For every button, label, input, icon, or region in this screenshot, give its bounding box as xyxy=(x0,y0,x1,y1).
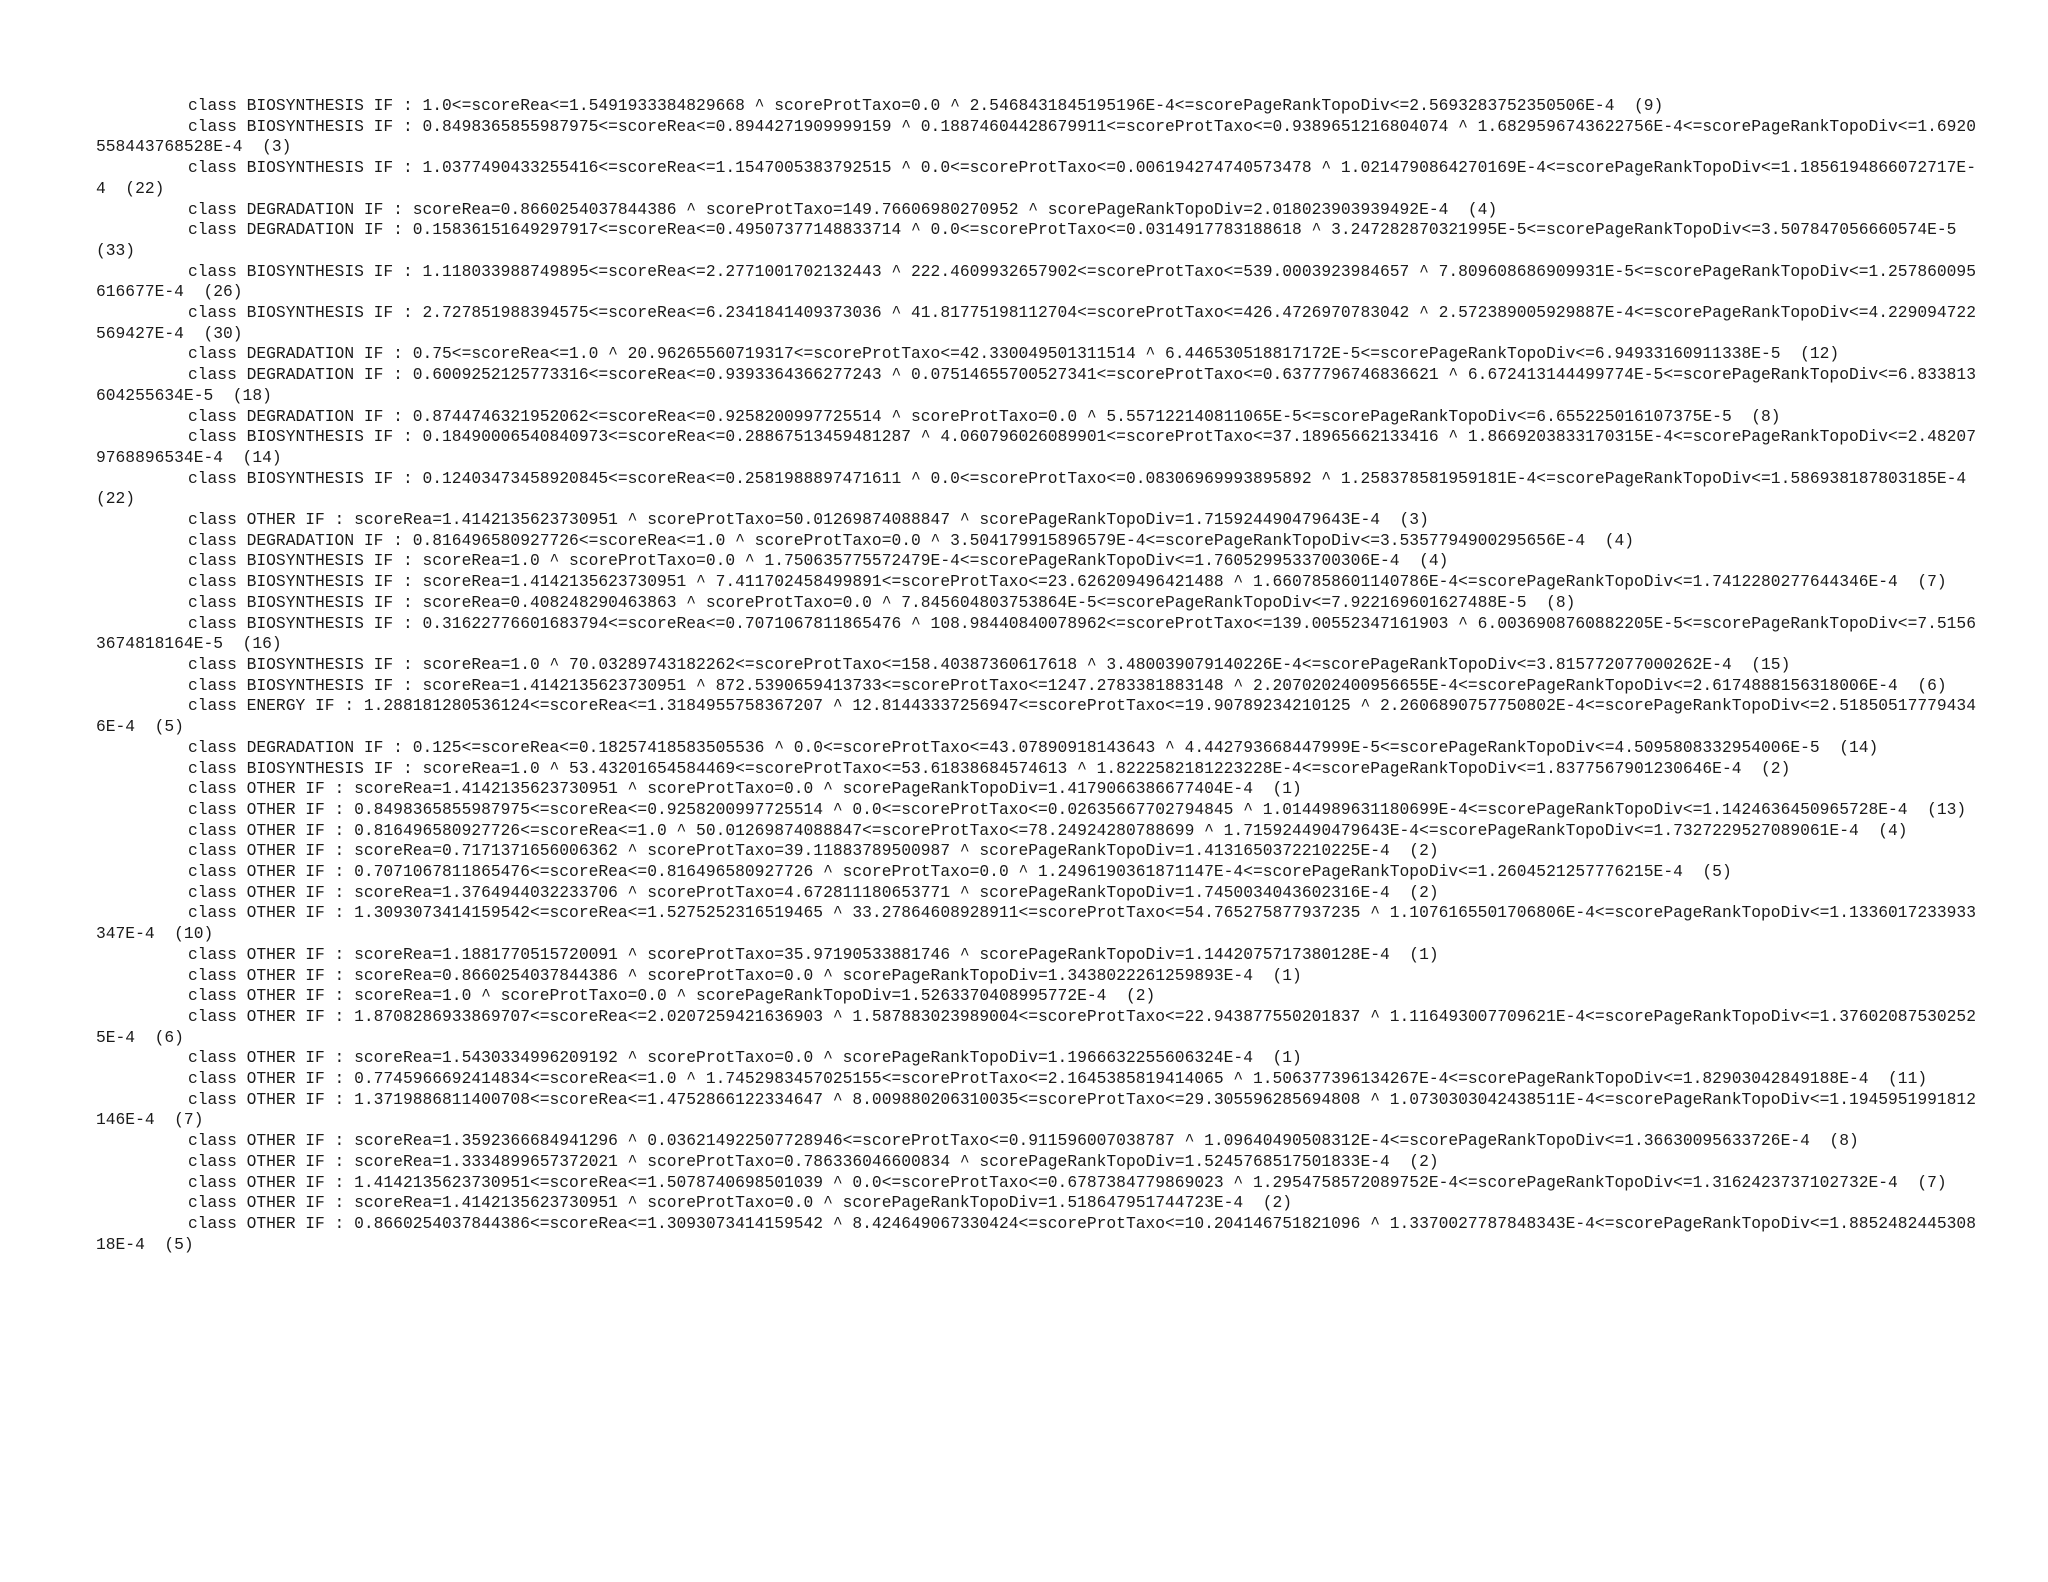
rule-line: class DEGRADATION IF : scoreRea=0.8660254037844386 ^ scoreProtTaxo=149.76606980270952 ^ scorePageRankTopoDiv=2.018023903939492E-4 (4) xyxy=(188,199,1498,219)
rule-line: class OTHER IF : scoreRea=0.8660254037844386 ^ scoreProtTaxo=0.0 ^ scorePageRankTopoDiv=1.3438022261259893E-4 (1) xyxy=(188,965,1302,985)
rule-line: class OTHER IF : scoreRea=1.4142135623730951 ^ scoreProtTaxo=50.01269874088847 ^ scorePageRankTopoDiv=1.715924490479643E-4 (3) xyxy=(188,510,1429,530)
rule-line: class OTHER IF : 0.8660254037844386<=scoreRea<=1.3093073414159542 ^ 8.424649067330424<=scoreProtTaxo<=10.204146751821096 ^ 1.3370027787848343E-4<=scorePageRankTopoDiv<=1.885248244530818E-4 (5) xyxy=(96,1213,1976,1254)
rule-line: class BIOSYNTHESIS IF : 0.12403473458920845<=scoreRea<=0.2581988897471611 ^ 0.0<=scoreProtTaxo<=0.08306969993895892 ^ 1.258378581959181E-4<=scorePageRankTopoDiv<=1.586938187803185E-4 (22) xyxy=(96,468,1986,509)
rule-line: class BIOSYNTHESIS IF : 0.8498365855987975<=scoreRea<=0.8944271909999159 ^ 0.18874604428679911<=scoreProtTaxo<=0.9389651216804074 ^ 1.6829596743622756E-4<=scorePageRankTopoDiv<=1.6920558443768528E-4 (3) xyxy=(96,116,1976,157)
rule-line: class BIOSYNTHESIS IF : scoreRea=1.4142135623730951 ^ 872.5390659413733<=scoreProtTaxo<=1247.2783381883148 ^ 2.2070202400956655E-4<=scorePageRankTopoDiv<=2.6174888156318006E-4 (6) xyxy=(188,675,1947,695)
rule-line: class DEGRADATION IF : 0.125<=scoreRea<=0.18257418583505536 ^ 0.0<=scoreProtTaxo<=43.07890918143643 ^ 4.442793668447999E-5<=scorePageRankTopoDiv<=4.5095808332954006E-5 (14) xyxy=(188,737,1879,757)
rule-line: class DEGRADATION IF : 0.75<=scoreRea<=1.0 ^ 20.96265560719317<=scoreProtTaxo<=42.330049501311514 ^ 6.446530518817172E-5<=scorePageRankTopoDiv<=6.94933160911338E-5 (12) xyxy=(188,344,1840,364)
rule-line: class BIOSYNTHESIS IF : scoreRea=0.408248290463863 ^ scoreProtTaxo=0.0 ^ 7.845604803753864E-5<=scorePageRankTopoDiv<=7.922169601627488E-5 (8) xyxy=(188,592,1576,612)
rule-line: class DEGRADATION IF : 0.15836151649297917<=scoreRea<=0.49507377148833714 ^ 0.0<=scoreProtTaxo<=0.0314917783188618 ^ 3.247282870321995E-5<=scorePageRankTopoDiv<=3.507847056660574E-5 (33) xyxy=(96,220,1976,260)
rule-line: class OTHER IF : 1.3093073414159542<=scoreRea<=1.5275252316519465 ^ 33.27864608928911<=scoreProtTaxo<=54.765275877937235 ^ 1.1076165501706806E-4<=scorePageRankTopoDiv<=1.1336017233933347E-4 (10) xyxy=(96,903,1976,944)
rule-line: class OTHER IF : scoreRea=1.3592366684941296 ^ 0.036214922507728946<=scoreProtTaxo<=0.911596007038787 ^ 1.09640490508312E-4<=scorePageRankTopoDiv<=1.36630095633726E-4 (8) xyxy=(188,1131,1859,1151)
rule-line: class OTHER IF : 0.7071067811865476<=scoreRea<=0.816496580927726 ^ scoreProtTaxo=0.0 ^ 1.2496190361871147E-4<=scorePageRankTopoDiv<=1.2604521257776215E-4 (5) xyxy=(188,862,1732,882)
rule-line: class DEGRADATION IF : 0.6009252125773316<=scoreRea<=0.9393364366277243 ^ 0.07514655700527341<=scoreProtTaxo<=0.6377796746836621 ^ 6.672413144499774E-5<=scorePageRankTopoDiv<=6.833813604255634E-5 (18) xyxy=(96,365,1976,405)
rule-line: class OTHER IF : scoreRea=1.5430334996209192 ^ scoreProtTaxo=0.0 ^ scorePageRankTopoDiv=1.1966632255606324E-4 (1) xyxy=(188,1048,1302,1068)
rule-line: class BIOSYNTHESIS IF : 1.0<=scoreRea<=1.5491933384829668 ^ scoreProtTaxo=0.0 ^ 2.5468431845195196E-4<=scorePageRankTopoDiv<=2.5693283752350506E-4 (9) xyxy=(188,96,1664,115)
rule-line: class DEGRADATION IF : 0.816496580927726<=scoreRea<=1.0 ^ scoreProtTaxo=0.0 ^ 3.504179915896579E-4<=scorePageRankTopoDiv<=3.5357794900295656E-4 (4) xyxy=(188,530,1635,550)
rule-line: class BIOSYNTHESIS IF : 1.0377490433255416<=scoreRea<=1.1547005383792515 ^ 0.0<=scoreProtTaxo<=0.006194274740573478 ^ 1.0214790864270169E-4<=scorePageRankTopoDiv<=1.1856194866072717E-4 (22) xyxy=(96,158,1976,198)
rule-line: class DEGRADATION IF : 0.8744746321952062<=scoreRea<=0.9258200997725514 ^ scoreProtTaxo=0.0 ^ 5.557122140811065E-5<=scorePageRankTopoDiv<=6.655225016107375E-5 (8) xyxy=(188,406,1781,426)
rule-line: class BIOSYNTHESIS IF : 1.118033988749895<=scoreRea<=2.2771001702132443 ^ 222.4609932657902<=scoreProtTaxo<=539.0003923984657 ^ 7.809608686909931E-5<=scorePageRankTopoDiv<=1.257860095616677E-4 (26) xyxy=(96,261,1976,302)
rules-document xyxy=(96,96,1986,1255)
rule-line: class BIOSYNTHESIS IF : 2.727851988394575<=scoreRea<=6.2341841409373036 ^ 41.81775198112704<=scoreProtTaxo<=426.4726970783042 ^ 2.572389005929887E-4<=scorePageRankTopoDiv<=4.229094722569427E-4 (30) xyxy=(96,303,1976,343)
rule-line: class BIOSYNTHESIS IF : scoreRea=1.0 ^ 53.43201654584469<=scoreProtTaxo<=53.61838684574613 ^ 1.8222582181223228E-4<=scorePageRankTopoDiv<=1.8377567901230646E-4 (2) xyxy=(188,758,1791,778)
rule-line: class BIOSYNTHESIS IF : scoreRea=1.4142135623730951 ^ 7.411702458499891<=scoreProtTaxo<=23.626209496421488 ^ 1.6607858601140786E-4<=scorePageRankTopoDiv<=1.7412280277644346E-4 (7) xyxy=(188,572,1947,592)
rule-line: class OTHER IF : scoreRea=1.4142135623730951 ^ scoreProtTaxo=0.0 ^ scorePageRankTopoDiv=1.4179066386677404E-4 (1) xyxy=(188,779,1302,799)
rule-line: class OTHER IF : 0.816496580927726<=scoreRea<=1.0 ^ 50.01269874088847<=scoreProtTaxo<=78.24924280788699 ^ 1.715924490479643E-4<=scorePageRankTopoDiv<=1.7327229527089061E-4 (4) xyxy=(188,820,1908,840)
rule-line: class OTHER IF : scoreRea=1.0 ^ scoreProtTaxo=0.0 ^ scorePageRankTopoDiv=1.5263370408995772E-4 (2) xyxy=(188,986,1156,1006)
rule-line: class BIOSYNTHESIS IF : 0.31622776601683794<=scoreRea<=0.7071067811865476 ^ 108.98440840078962<=scoreProtTaxo<=139.00552347161903 ^ 6.0036908760882205E-5<=scorePageRankTopoDiv<=7.51563674818164E-5 (16) xyxy=(96,613,1976,654)
rule-line: class OTHER IF : scoreRea=1.4142135623730951 ^ scoreProtTaxo=0.0 ^ scorePageRankTopoDiv=1.518647951744723E-4 (2) xyxy=(188,1193,1293,1213)
rule-line: class OTHER IF : scoreRea=0.7171371656006362 ^ scoreProtTaxo=39.11883789500987 ^ scorePageRankTopoDiv=1.4131650372210225E-4 (2) xyxy=(188,841,1439,861)
rule-line: class OTHER IF : 1.8708286933869707<=scoreRea<=2.0207259421636903 ^ 1.587883023989004<=scoreProtTaxo<=22.943877550201837 ^ 1.116493007709621E-4<=scorePageRankTopoDiv<=1.376020875302525E-4 (6) xyxy=(96,1006,1976,1047)
rule-line: class BIOSYNTHESIS IF : scoreRea=1.0 ^ scoreProtTaxo=0.0 ^ 1.750635775572479E-4<=scorePageRankTopoDiv<=1.7605299533700306E-4 (4) xyxy=(188,551,1449,571)
rule-line: class BIOSYNTHESIS IF : scoreRea=1.0 ^ 70.03289743182262<=scoreProtTaxo<=158.40387360617618 ^ 3.480039079140226E-4<=scorePageRankTopoDiv<=3.815772077000262E-4 (15) xyxy=(188,654,1791,674)
rule-line: class ENERGY IF : 1.288181280536124<=scoreRea<=1.3184955758367207 ^ 12.81443337256947<=scoreProtTaxo<=19.90789234210125 ^ 2.2606890757750802E-4<=scorePageRankTopoDiv<=2.518505177794346E-4 (5) xyxy=(96,696,1976,737)
rule-line: class OTHER IF : scoreRea=1.1881770515720091 ^ scoreProtTaxo=35.97190533881746 ^ scorePageRankTopoDiv=1.1442075717380128E-4 (1) xyxy=(188,944,1439,964)
rule-line: class BIOSYNTHESIS IF : 0.18490006540840973<=scoreRea<=0.28867513459481287 ^ 4.060796026089901<=scoreProtTaxo<=37.18965662133416 ^ 1.8669203833170315E-4<=scorePageRankTopoDiv<=2.482079768896534E-4 (14) xyxy=(96,427,1976,467)
rule-line: class OTHER IF : 0.8498365855987975<=scoreRea<=0.9258200997725514 ^ 0.0<=scoreProtTaxo<=0.02635667702794845 ^ 1.0144989631180699E-4<=scorePageRankTopoDiv<=1.1424636450965728E-4 (13) xyxy=(188,799,1967,819)
rule-line: class OTHER IF : scoreRea=1.3334899657372021 ^ scoreProtTaxo=0.786336046600834 ^ scorePageRankTopoDiv=1.5245768517501833E-4 (2) xyxy=(188,1151,1439,1171)
rule-line: class OTHER IF : scoreRea=1.3764944032233706 ^ scoreProtTaxo=4.672811180653771 ^ scorePageRankTopoDiv=1.7450034043602316E-4 (2) xyxy=(188,882,1439,902)
rule-line: class OTHER IF : 1.4142135623730951<=scoreRea<=1.5078740698501039 ^ 0.0<=scoreProtTaxo<=0.6787384779869023 ^ 1.2954758572089752E-4<=scorePageRankTopoDiv<=1.3162423737102732E-4 (7) xyxy=(188,1172,1947,1192)
rule-line: class OTHER IF : 0.7745966692414834<=scoreRea<=1.0 ^ 1.7452983457025155<=scoreProtTaxo<=2.1645385819414065 ^ 1.506377396134267E-4<=scorePageRankTopoDiv<=1.82903042849188E-4 (11) xyxy=(188,1069,1928,1089)
rule-line: class OTHER IF : 1.3719886811400708<=scoreRea<=1.4752866122334647 ^ 8.009880206310035<=scoreProtTaxo<=29.305596285694808 ^ 1.0730303042438511E-4<=scorePageRankTopoDiv<=1.1945951991812146E-4 (7) xyxy=(96,1089,1976,1130)
